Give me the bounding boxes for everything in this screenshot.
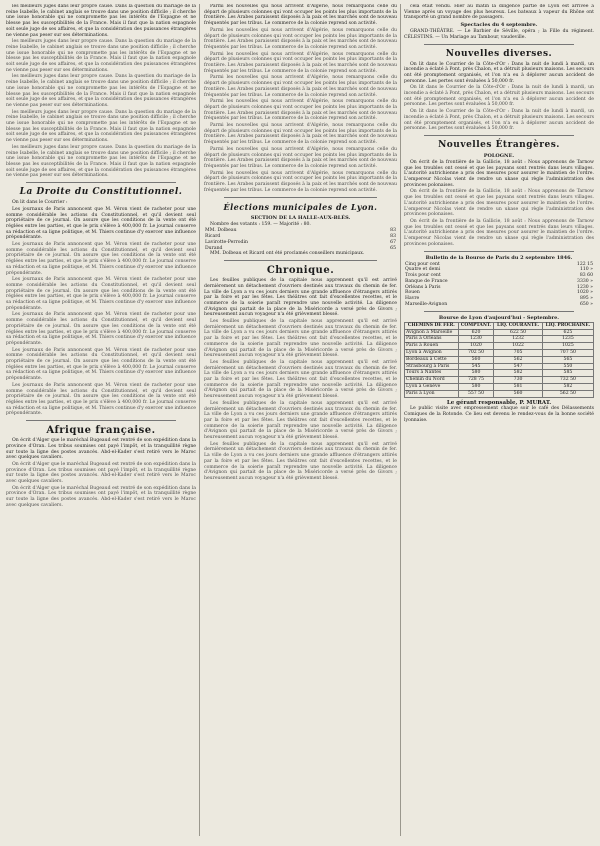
quote-value: 110 »	[579, 267, 593, 273]
column-2	[204, 4, 397, 836]
lyon-bourse-title: Bourse de Lyon d'aujourd'hui - Septembre.	[438, 314, 560, 321]
lyon-header-cell: CHEMINS DE FER.	[405, 322, 459, 329]
lyon-cell: 550	[542, 363, 593, 370]
section-title: Nouvelles diverses.	[445, 48, 553, 59]
column-divider	[199, 4, 200, 836]
divider	[26, 420, 176, 421]
lyon-cell: 582	[542, 384, 593, 391]
lyon-cell: 732 50	[542, 377, 593, 384]
section-title: Nouvelles Étrangères.	[438, 139, 560, 150]
lyon-row	[405, 329, 594, 336]
quote-value: 3330 »	[577, 278, 593, 284]
quote-name: Havre	[405, 296, 420, 302]
lyon-cell: 707 50	[542, 350, 593, 357]
section-body: On lit dans le Courrier de la Côte-d'Or : Dans la nuit de lundi à mardi, un incendie a éclaté à Pont, près Chalon, et a détruit plusieurs maisons. Les secours ont été promptement organisés, et l'on n'a eu à déplorer aucun accident de personne. Les pertes sont évaluées à 50,000 fr.	[404, 61, 594, 84]
section-sub: POLOGNE.	[483, 152, 515, 159]
bourse-table	[404, 262, 594, 308]
col2-intro-cont3: Parmi les nouvelles qui nous arrivent d'Algérie, nous remarquons celle du départ de plusieurs colonnes qui vont occuper les points les plus importants de la frontière. Les Arabes paraissent disposés à la paix et les marchés sont de nouveau fréquentés par les tribus. Le commerce de la colonie reprend son activité.	[204, 75, 397, 98]
lyon-cell: Paris à Lyon	[405, 390, 459, 397]
vote-name: Lavirotte-Perrodin	[205, 239, 248, 245]
col2-intro-cont2: Parmi les nouvelles qui nous arrivent d'Algérie, nous remarquons celle du départ de plusieurs colonnes qui vont occuper les points les plus importants de la frontière. Les Arabes paraissent disposés à la paix et les marchés sont de nouveau fréquentés par les tribus. Le commerce de la colonie reprend son activité.	[204, 51, 397, 74]
col2-intro-cont7: Parmi les nouvelles qui nous arrivent d'Algérie, nous remarquons celle du départ de plusieurs colonnes qui vont occuper les points les plus importants de la frontière. Les Arabes paraissent disposés à la paix et les marchés sont de nouveau fréquentés par les tribus. Le commerce de la colonie reprend son activité.	[204, 170, 397, 193]
divider	[224, 260, 377, 261]
lyon-row	[405, 363, 594, 370]
quote-value: 1020 »	[577, 290, 593, 296]
vote-note: MM. Dolbeau et Ricard ont été proclamés conseillers municipaux.	[210, 251, 365, 257]
quote-name: Quatre et demi	[405, 267, 441, 273]
section-title: La Droite du Constitutionnel.	[19, 187, 183, 198]
lyon-cell: 1025	[542, 343, 593, 350]
lyon-row	[405, 390, 594, 397]
lyon-cell: Avignon à Marseille	[405, 329, 459, 336]
quote-value: 83 60	[579, 273, 593, 279]
quote-name: Rouen	[405, 290, 420, 296]
vote-value: 65	[390, 245, 396, 251]
section-sub: On lit dans le Courrier :	[12, 200, 68, 206]
col1-intro-cont: les meilleurs juges dans leur propre cause. Dans la question du mariage de la reine Isabelle, le cabinet anglais se trouve dans une position difficile ; il cherche une issue honorable qui ne compromette pas les intérêts de l'Espagne et ne blesse pas les susceptibilités de la France. Mais il faut que la nation espagnole soit seule juge de ses affaires, et que la considération des puissances étrangères ne vienne pas peser sur ses déterminations.	[6, 39, 196, 73]
section-title: Afrique française.	[46, 425, 156, 437]
col2-intro-cont4: Parmi les nouvelles qui nous arrivent d'Algérie, nous remarquons celle du départ de plusieurs colonnes qui vont occuper les points les plus importants de la frontière. Les Arabes paraissent disposés à la paix et les marchés sont de nouveau fréquentés par les tribus. Le commerce de la colonie reprend son activité.	[204, 99, 397, 122]
lyon-header-cell: LIQ. COURANTE.	[494, 322, 543, 329]
section-body-cont2: On écrit d'Alger que le maréchal Bugeaud est rentré de son expédition dans la province d'Oran. Les tribus soumises ont payé l'impôt, et la tranquillité règne sur toute la ligne des postes avancés. Abd-el-Kader s'est retiré vers le Maroc avec quelques cavaliers.	[6, 485, 196, 508]
lyon-cell: Tours à Nantes	[405, 370, 459, 377]
column-divider	[400, 4, 401, 836]
section-body-cont: Les journaux de Paris annoncent que M. Véron vient de racheter pour une somme considérable les actions du Constitutionnel, et qu'il devient seul propriétaire de ce journal. On assure que les conditions de la vente ont été réglées entre les parties, et que le prix s'élève à 400,000 fr. Le journal conserve sa rédaction et sa ligne politique, et M. Thiers continue d'y exercer une influence prépondérante.	[6, 242, 196, 276]
divider	[224, 197, 377, 198]
section-body-cont2: Les feuilles publiques de la capitale nous apprennent qu'il est arrivé dernièrement un détachement d'ouvriers destinés aux travaux du chemin de fer. La ville de Lyon a vu ces jours derniers une grande affluence d'étrangers attirés par la foire et par les fêtes. Les théâtres ont fait d'excellentes recettes, et le commerce de la soierie paraît reprendre une nouvelle activité. La diligence d'Avignon qui partait de la place de la Miséricorde a versé près de Givors ; heureusement aucun voyageur n'a été grièvement blessé.	[204, 359, 397, 400]
gerant-line: Le gérant responsable, P. MURAT.	[446, 399, 552, 406]
section-body-cont2: On lit dans le Courrier de la Côte-d'Or : Dans la nuit de lundi à mardi, un incendie a éclaté à Pont, près Chalon, et a détruit plusieurs maisons. Les secours ont été promptement organisés, et l'on n'a eu à déplorer aucun accident de personne. Les pertes sont évaluées à 50,000 fr.	[404, 109, 594, 132]
lyon-row	[405, 343, 594, 350]
lyon-cell: 562 50	[542, 390, 593, 397]
quote-value: 895 »	[579, 296, 593, 302]
section-body-cont5: Les journaux de Paris annoncent que M. Véron vient de racheter pour une somme considérable les actions du Constitutionnel, et qu'il devient seul propriétaire de ce journal. On assure que les conditions de la vente ont été réglées entre les parties, et que le prix s'élève à 400,000 fr. Le journal conserve sa rédaction et sa ligne politique, et M. Thiers continue d'y exercer une influence prépondérante.	[6, 382, 196, 417]
lyon-row	[405, 377, 594, 384]
vote-value: 83	[390, 234, 396, 239]
lyon-cell: 1230	[458, 336, 494, 343]
lyon-cell: 560	[458, 356, 494, 363]
divider	[424, 311, 574, 312]
section-body-cont2: On écrit de la frontière de la Gallicie, 18 août : Nous apprenons de Tarnow que les troubles ont cessé et que les paysans sont rentrés dans leurs villages. L'autorité autrichienne a pris des mesures pour assurer le maintien de l'ordre. L'empereur Nicolas vient de rendre un ukase qui règle l'administration des provinces polonaises.	[404, 218, 594, 247]
quote-value: 1230 »	[577, 284, 593, 290]
col1-intro: les meilleurs juges dans leur propre cause. Dans la question du mariage de la reine Isabelle, le cabinet anglais se trouve dans une position difficile ; il cherche une issue honorable qui ne compromette pas les intérêts de l'Espagne et ne blesse pas les susceptibilités de la France. Mais il faut que la nation espagnole soit seule juge de ses affaires, et que la considération des puissances étrangères ne vienne pas peser sur ses déterminations.	[6, 4, 196, 38]
vote-name: MM. Dolbeau	[205, 228, 237, 234]
lyon-cell: 581	[494, 384, 543, 391]
lyon-cell: Lyon à Genève	[405, 384, 459, 391]
vote-value: 83	[390, 228, 396, 234]
col2-intro-cont6: Parmi les nouvelles qui nous arrivent d'Algérie, nous remarquons celle du départ de plusieurs colonnes qui vont occuper les points les plus importants de la frontière. Les Arabes paraissent disposés à la paix et les marchés sont de nouveau fréquentés par les tribus. Le commerce de la colonie reprend son activité.	[204, 146, 397, 169]
lyon-cell: 560	[494, 390, 543, 397]
lyon-cell: 580	[458, 370, 494, 377]
section-body-cont4: Les feuilles publiques de la capitale nous apprennent qu'il est arrivé dernièrement un détachement d'ouvriers destinés aux travaux du chemin de fer. La ville de Lyon a vu ces jours derniers une grande affluence d'étrangers attirés par la foire et par les fêtes. Les théâtres ont fait d'excellentes recettes, et le commerce de la soierie paraît reprendre une nouvelle activité. La diligence d'Avignon qui partait de la place de la Miséricorde a versé près de Givors ; heureusement aucun voyageur n'a été grièvement blessé.	[204, 441, 397, 481]
lyon-cell: 585	[542, 370, 593, 377]
lyon-row	[405, 370, 594, 377]
section-body-cont3: Les journaux de Paris annoncent que M. Véron vient de racheter pour une somme considérable les actions du Constitutionnel, et qu'il devient seul propriétaire de ce journal. On assure que les conditions de la vente ont été réglées entre les parties, et que le prix s'élève à 400,000 fr. Le journal conserve sa rédaction et sa ligne politique, et M. Thiers continue d'y exercer une influence prépondérante.	[6, 312, 196, 346]
lyon-cell: 705	[494, 350, 543, 357]
lyon-cell: 622 50	[494, 329, 543, 336]
column-1	[6, 4, 196, 836]
lyon-cell: 1235	[542, 336, 593, 343]
section-body-cont: On lit dans le Courrier de la Côte-d'Or : Dans la nuit de lundi à mardi, un incendie a éclaté à Pont, près Chalon, et a détruit plusieurs maisons. Les secours ont été promptement organisés, et l'on n'a eu à déplorer aucun accident de personne. Les pertes sont évaluées à 50,000 fr.	[404, 85, 594, 108]
lyon-cell: 728 75	[458, 377, 494, 384]
lyon-row	[405, 336, 594, 343]
lyon-row	[405, 350, 594, 357]
lyon-row	[405, 356, 594, 363]
vote-name: Ricard	[205, 234, 221, 239]
section-body-cont2: Les journaux de Paris annoncent que M. Véron vient de racheter pour une somme considérable les actions du Constitutionnel, et qu'il devient seul propriétaire de ce journal. On assure que les conditions de la vente ont été réglées entre les parties, et que le prix s'élève à 400,000 fr. Le journal conserve sa rédaction et sa ligne politique, et M. Thiers continue d'y exercer une influence prépondérante.	[6, 277, 196, 311]
lyon-cell: 702 50	[458, 350, 494, 357]
col1-intro-cont2: les meilleurs juges dans leur propre cause. Dans la question du mariage de la reine Isabelle, le cabinet anglais se trouve dans une position difficile ; il cherche une issue honorable qui ne compromette pas les intérêts de l'Espagne et ne blesse pas les susceptibilités de la France. Mais il faut que la nation espagnole soit seule juge de ses affaires, et que la considération des puissances étrangères ne vienne pas peser sur ses déterminations.	[6, 74, 196, 108]
quote-name: Cinq pour cent	[405, 261, 440, 267]
quote-value: 122 15	[576, 261, 593, 267]
divider	[26, 182, 176, 183]
section-body-cont: Les feuilles publiques de la capitale nous apprennent qu'il est arrivé dernièrement un détachement d'ouvriers destinés aux travaux du chemin de fer. La ville de Lyon a vu ces jours derniers une grande affluence d'étrangers attirés par la foire et par les fêtes. Les théâtres ont fait d'excellentes recettes, et le commerce de la soierie paraît reprendre une nouvelle activité. La diligence d'Avignon qui partait de la place de la Miséricorde a versé près de Givors ; heureusement aucun voyageur n'a été grièvement blessé.	[204, 319, 397, 359]
section-body-cont4: Les journaux de Paris annoncent que M. Véron vient de racheter pour une somme considérable les actions du Constitutionnel, et qu'il devient seul propriétaire de ce journal. On assure que les conditions de la vente ont été réglées entre les parties, et que le prix s'élève à 400,000 fr. Le journal conserve sa rédaction et sa ligne politique, et M. Thiers continue d'y exercer une influence prépondérante.	[6, 347, 196, 382]
divider	[424, 135, 574, 136]
bourse-title: Bulletin de la Bourse de Paris du 2 septembre 1846.	[425, 254, 573, 261]
col2-intro: Parmi les nouvelles qui nous arrivent d'Algérie, nous remarquons celle du départ de plusieurs colonnes qui vont occuper les points les plus importants de la frontière. Les Arabes paraissent disposés à la paix et les marchés sont de nouveau fréquentés par les tribus. Le commerce de la colonie reprend son activité.	[204, 4, 397, 27]
lyon-cell: 1232	[494, 336, 543, 343]
lyon-cell: Bordeaux à Cette	[405, 356, 459, 363]
vote-value: 67	[390, 239, 396, 245]
vote-line: Nombre des votants : 159. — Majorité : 80.	[210, 221, 311, 227]
lyon-header-cell: COMPTANT.	[458, 322, 494, 329]
col2-intro-cont5: Parmi les nouvelles qui nous arrivent d'Algérie, nous remarquons celle du départ de plusieurs colonnes qui vont occuper les points les plus importants de la frontière. Les Arabes paraissent disposés à la paix et les marchés sont de nouveau fréquentés par les tribus. Le commerce de la colonie reprend son activité.	[204, 123, 397, 146]
quote-name: Banque de France	[405, 278, 448, 284]
lyon-header-cell: LIQ. PROCHAINE.	[542, 322, 593, 329]
section-title: Spectacles du 4 septembre.	[460, 22, 538, 29]
section-body: Les feuilles publiques de la capitale nous apprennent qu'il est arrivé dernièrement un détachement d'ouvriers destinés aux travaux du chemin de fer. La ville de Lyon a vu ces jours derniers une grande affluence d'étrangers attirés par la foire et par les fêtes. Les théâtres ont fait d'excellentes recettes, et le commerce de la soierie paraît reprendre une nouvelle activité. La diligence d'Avignon qui partait de la place de la Miséricorde a versé près de Givors ; heureusement aucun voyageur n'a été grièvement blessé.	[204, 278, 397, 318]
lyon-cell: Chemin du Nord	[405, 377, 459, 384]
section-title: Élections municipales de Lyon.	[223, 201, 378, 212]
quote-name: Trois pour cent	[405, 273, 441, 279]
quote-name: Orléans à Paris	[405, 284, 441, 290]
col2-intro-cont: Parmi les nouvelles qui nous arrivent d'Algérie, nous remarquons celle du départ de plusieurs colonnes qui vont occuper les points les plus importants de la frontière. Les Arabes paraissent disposés à la paix et les marchés sont de nouveau fréquentés par les tribus. Le commerce de la colonie reprend son activité.	[204, 27, 397, 50]
lyon-cell: 1020	[458, 343, 494, 350]
lyon-cell: 562	[494, 356, 543, 363]
section-body: On écrit d'Alger que le maréchal Bugeaud est rentré de son expédition dans la province d'Oran. Les tribus soumises ont payé l'impôt, et la tranquillité règne sur toute la ligne des postes avancés. Abd-el-Kader s'est retiré vers le Maroc avec quelques cavaliers.	[6, 438, 196, 461]
section-body-cont3: Les feuilles publiques de la capitale nous apprennent qu'il est arrivé dernièrement un détachement d'ouvriers destinés aux travaux du chemin de fer. La ville de Lyon a vu ces jours derniers une grande affluence d'étrangers attirés par la foire et par les fêtes. Les théâtres ont fait d'excellentes recettes, et le commerce de la soierie paraît reprendre une nouvelle activité. La diligence d'Avignon qui partait de la place de la Miséricorde a versé près de Givors ; heureusement aucun voyageur n'a été grièvement blessé.	[204, 400, 397, 441]
vote-name: Durand	[205, 245, 223, 251]
quote-name: Marseille-Avignon	[405, 302, 448, 308]
section-body: GRAND-THÉÂTRE. — Le Barbier de Séville, opéra ; la Fille du régiment. CÉLESTINS. — Un Mariage au Tambour, vaudeville.	[404, 29, 594, 40]
lyon-bourse-table	[404, 322, 594, 398]
lyon-cell: 580	[458, 384, 494, 391]
section-body: On écrit de la frontière de la Gallicie, 18 août : Nous apprenons de Tarnow que les troubles ont cessé et que les paysans sont rentrés dans leurs villages. L'autorité autrichienne a pris des mesures pour assurer le maintien de l'ordre. L'empereur Nicolas vient de rendre un ukase qui règle l'administration des provinces polonaises.	[404, 159, 594, 188]
section-body-cont: On écrit d'Alger que le maréchal Bugeaud est rentré de son expédition dans la province d'Oran. Les tribus soumises ont payé l'impôt, et la tranquillité règne sur toute la ligne des postes avancés. Abd-el-Kader s'est retiré vers le Maroc avec quelques cavaliers.	[6, 461, 196, 485]
col1-intro-cont3: les meilleurs juges dans leur propre cause. Dans la question du mariage de la reine Isabelle, le cabinet anglais se trouve dans une position difficile ; il cherche une issue honorable qui ne compromette pas les intérêts de l'Espagne et ne blesse pas les susceptibilités de la France. Mais il faut que la nation espagnole soit seule juge de ses affaires, et que la considération des puissances étrangères ne vienne pas peser sur ses déterminations.	[6, 109, 196, 144]
quote-value: 650 »	[579, 302, 593, 308]
section-sub: SECTION DE LA HALLE-AUX-BLÉS.	[250, 214, 351, 221]
section-body-cont: On écrit de la frontière de la Gallicie, 18 août : Nous apprenons de Tarnow que les troubles ont cessé et que les paysans sont rentrés dans leurs villages. L'autorité autrichienne a pris des mesures pour assurer le maintien de l'ordre. L'empereur Nicolas vient de rendre un ukase qui règle l'administration des provinces polonaises.	[404, 189, 594, 218]
lyon-cell: 620	[458, 329, 494, 336]
lyon-cell: Paris à Orléans	[405, 336, 459, 343]
lyon-cell: 545	[458, 363, 494, 370]
column-3	[404, 4, 594, 836]
lyon-cell: Paris à Rouen	[405, 343, 459, 350]
col3-intro: cela était vendu. Hier au matin la diligence partie de Lyon est arrivée à Vienne après un voyage des plus heureux. Les bateaux à vapeur du Rhône ont transporté un grand nombre de passagers.	[404, 4, 594, 21]
lyon-cell: 625	[542, 329, 593, 336]
lyon-cell: 565	[542, 356, 593, 363]
divider	[424, 44, 574, 45]
divider	[424, 251, 574, 252]
section-title: Chronique.	[266, 265, 335, 277]
quote-row	[404, 302, 594, 308]
lyon-cell: 1022	[494, 343, 543, 350]
lyon-cell: 582	[494, 370, 543, 377]
lyon-row	[405, 384, 594, 391]
closing-text: Le public visite avec empressement chaque soir le café des Délassements Comiques de la Rotonde. Ce lieu est devenu le rendez-vous de la bonne société lyonnaise.	[404, 406, 594, 423]
lyon-cell: 547	[494, 363, 543, 370]
col1-intro-cont4: les meilleurs juges dans leur propre cause. Dans la question du mariage de la reine Isabelle, le cabinet anglais se trouve dans une position difficile ; il cherche une issue honorable qui ne compromette pas les intérêts de l'Espagne et ne blesse pas les susceptibilités de la France. Mais il faut que la nation espagnole soit seule juge de ses affaires, et que la considération des puissances étrangères ne vienne pas peser sur ses déterminations.	[6, 144, 196, 179]
lyon-cell: 730	[494, 377, 543, 384]
lyon-cell: Lyon à Avignon	[405, 350, 459, 357]
section-body: Les journaux de Paris annoncent que M. Véron vient de racheter pour une somme considérable les actions du Constitutionnel, et qu'il devient seul propriétaire de ce journal. On assure que les conditions de la vente ont été réglées entre les parties, et que le prix s'élève à 400,000 fr. Le journal conserve sa rédaction et sa ligne politique, et M. Thiers continue d'y exercer une influence prépondérante.	[6, 206, 196, 241]
vote-table	[204, 228, 397, 251]
lyon-cell: 557 50	[458, 390, 494, 397]
lyon-cell: Strasbourg à Paris	[405, 363, 459, 370]
